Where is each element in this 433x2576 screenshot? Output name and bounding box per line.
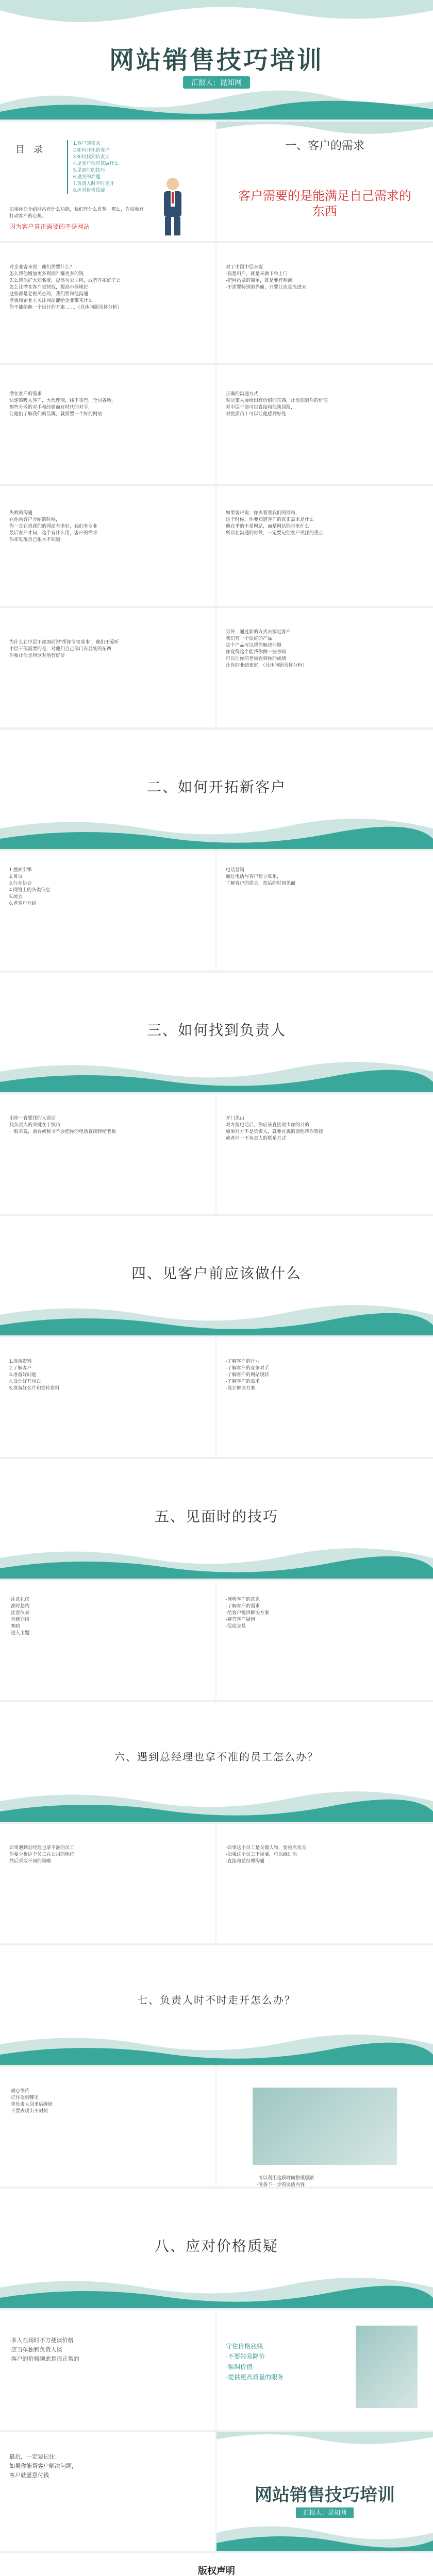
- content-text: ·倾听客户的意见 ·了解客户的需求 ·给客户提供解决方案 ·解答客户疑问 ·促成交易: [226, 1597, 269, 1629]
- content-text: 如果遇到总经理也拿不准的员工 你要分析这个员工在公司的地位 然后采取不同的策略: [9, 1845, 75, 1863]
- bottom-wave-decoration: [216, 2517, 433, 2553]
- toc-item[interactable]: 7.负责人时不时走开: [73, 181, 114, 186]
- content-left: [0, 365, 216, 486]
- content-text: 另外，通过新的方式去接近客户 我们有一个很好的产品 这个产品可以帮你解决问题 你觉得这个能帮你做一些事吗 可以让你的老板看到你的成绩 让你的业绩更好，（具体问题具体分析）: [226, 629, 307, 668]
- section1-red-text: 客户需要的是能满足自己需求的东西: [238, 189, 411, 218]
- content-left: [0, 608, 216, 730]
- bottom-wave-decoration: [0, 1056, 433, 1092]
- content-slide: [0, 1094, 433, 1216]
- copyright-title: 版权声明: [198, 2566, 235, 2576]
- content-slide: [0, 608, 433, 730]
- content-text: ·注意礼仪 ·准时赴约 ·注意仪表 ·自我介绍 ·寒暄 ·进入主题: [9, 1597, 29, 1635]
- end-text: 最后，一定要记住： 如果你能帮客户解决问题， 客户就愿意付钱: [9, 2454, 77, 2479]
- toc-slide: [0, 122, 433, 243]
- content-text: ·耐心等待 ·记住谈到哪里 ·等负责人回来后继续 ·不要表现出不耐烦: [9, 2088, 53, 2113]
- content-left: [0, 1337, 216, 1459]
- content-slide: [0, 2310, 433, 2432]
- section-slide: [0, 2189, 433, 2310]
- content-right: [216, 608, 433, 730]
- content-text: ·多人在场时不方便谈价格 ·应当单独和负责人谈 ·客户的价格顾虑是很正常的: [9, 2337, 79, 2362]
- section-heading: 四、见客户前应该做什么: [131, 1265, 302, 1281]
- end-left: [0, 2432, 216, 2553]
- content-left: [0, 851, 216, 973]
- section-slide: [0, 1459, 433, 1581]
- section-slide: [0, 1216, 433, 1337]
- content-text: ·可以利用这段时间整理思路 ·准备下一步的谈话内容: [257, 2175, 314, 2187]
- businessman-illustration: [155, 176, 191, 238]
- bottom-wave-decoration: [0, 1543, 433, 1579]
- content-right: [216, 243, 433, 365]
- content-text: 开门见山 对方接电话后，你应该直接说出你的目的 如果对方不是负责人，就要礼貌的请他帮你转接 或者问一下负责人的联系方式: [226, 1115, 324, 1141]
- section-slide: [0, 1702, 433, 1824]
- end-presenter: [216, 2508, 433, 2517]
- toc-item[interactable]: 5.见面时的技巧: [73, 167, 105, 173]
- content-right: [216, 2067, 433, 2189]
- cover-slide: [0, 0, 433, 122]
- section-heading: 三、如何找到负责人: [146, 1022, 286, 1038]
- section-slide: [0, 1945, 433, 2067]
- toc-panel: [0, 122, 216, 243]
- content-text: ·了解客户的行业 ·了解客户的竞争对手 ·了解客户的网站现状 ·了解客户的需求 ·设计解决方案: [226, 1359, 269, 1391]
- section1-heading: 一、客户的需求: [285, 139, 364, 152]
- bottom-wave-decoration: [0, 2272, 433, 2308]
- content-slide: [0, 851, 433, 973]
- toc-red-line: 因为客户真正需要的不是网站: [9, 223, 90, 230]
- content-right: [216, 851, 433, 973]
- content-slide: [0, 365, 433, 486]
- top-wave-decoration: [0, 0, 433, 31]
- toc-item[interactable]: 2.如何开拓新客户: [73, 147, 110, 152]
- toc-intro: 如果你只介绍网站有什么功能，我们有什么优势。那么，你很难有打动客户的心机。: [9, 207, 144, 218]
- content-text: 守住价格底线 ·不要轻易降价 ·强调价值 ·提供更高质量的服务: [226, 2343, 284, 2381]
- section-heading: 五、见面时的技巧: [154, 1509, 278, 1524]
- toc-item[interactable]: 4.见客户前应该做什么: [73, 161, 119, 166]
- content-slide: [0, 1337, 433, 1459]
- content-text: 电话营销 通过电话与客户建立联系， 了解客户的需求，然后约时间见面: [226, 867, 296, 886]
- content-slide: [0, 486, 433, 608]
- cover-title: 网站销售技巧培训: [109, 46, 324, 75]
- section-slide: [0, 730, 433, 851]
- section-heading: 七、负责人时不时走开怎么办？: [137, 1995, 296, 2006]
- bottom-wave-decoration: [0, 2029, 433, 2065]
- content-left: [0, 1824, 216, 1945]
- copyright-section: [0, 2553, 433, 2576]
- content-right: [216, 2310, 433, 2432]
- content-left: [0, 1581, 216, 1702]
- end-title: 网站销售技巧培训: [255, 2485, 395, 2505]
- presenter-label: 汇报人：昆知网: [183, 76, 250, 89]
- toc-item[interactable]: 1.客户的需求: [73, 141, 101, 146]
- content-slide: [0, 1581, 433, 1702]
- content-text: 1.搜索引擎 2.黄页 3.行业协会 4.网络上的各类信息 5.展会 6.老客户介绍: [9, 867, 51, 906]
- content-right: [216, 1581, 433, 1702]
- toc-item[interactable]: 3.如何找到负责人: [73, 154, 110, 159]
- section-slide: [0, 973, 433, 1094]
- content-text: 用你一直要找的人说话 找负责人的关键在于技巧 一般来说，前台或秘书不会把你的电话直接转给老板: [9, 1115, 116, 1134]
- content-text: 对于中国中层来说 ·我想用户，就是来做下单上门 ·把网站做的简单，就是要有利润 ·不需要特别的界面，只要让流量流进来: [226, 264, 306, 290]
- bottom-wave-decoration: [0, 83, 433, 120]
- content-left: [0, 243, 216, 365]
- content-right: [216, 1337, 433, 1459]
- businessman-photo: [356, 2326, 418, 2408]
- section-heading: 八、应对价格质疑: [154, 2238, 278, 2254]
- content-left: [0, 1094, 216, 1216]
- content-left: [0, 2310, 216, 2432]
- toc-title: 目 录: [15, 144, 46, 155]
- content-text: 1.准备资料 2.了解客户 3.准备好问题 4.设计好开场白 5.准备好名片和宣传资料: [9, 1359, 60, 1391]
- content-slide: [0, 243, 433, 365]
- top-wave-decoration: [216, 2432, 433, 2452]
- content-right: [216, 365, 433, 486]
- bottom-wave-decoration: [0, 1786, 433, 1822]
- content-slide: [0, 1824, 433, 1945]
- content-text: 正确的沟通方式 对决策人要给出有价值的东西，让他知道你的价值 对中层干部可以直接和他谈回报， 对优质员工可以让他感到好处: [226, 391, 328, 416]
- content-left: [0, 2067, 216, 2189]
- content-text: 潜在客户的需求 快速的吸入客户，大代理商，线下零售，全国各地， 那些分散的对手和经销商有时代的对手， 让他们了解我们的品牌，就需要一个好的网站: [9, 391, 116, 416]
- section1-panel: [216, 122, 433, 243]
- content-text: 为什么在中层干部面前说“帮你节省成本”，他们不爱听 中层干部需要的是，对他们自己部门有益处的东西 你要让他觉得这对他有好处: [9, 639, 119, 658]
- content-slide: [0, 2067, 433, 2189]
- section-heading: 二、如何开拓新客户: [146, 779, 286, 795]
- end-right: [216, 2432, 433, 2553]
- toc-list: [67, 140, 119, 194]
- content-right: [216, 1824, 433, 1945]
- meeting-photo: [253, 2088, 397, 2165]
- content-text: 失败的沟通 在你向客户介绍的时候， 你一直在说我们的网站有多好，我们多专业 最后客户才问，这个有什么用，客户的需求 你却发现自己根本不知道: [9, 510, 98, 542]
- bottom-wave-decoration: [0, 1299, 433, 1335]
- content-text: 对企业客来说，他们需要什么？ 怎么帮他增加更多利润？赚更多的钱 怎么帮他扩大知名度，提高与公司同，或者开拓好了公 怎么让潜在客户更快找，提高市场地位 这些都是老板关心的，我们要和他沟通 老板和企业主关注网站能给企业带来什么 你不能给他一个设计的方案 ……（具体问题具体分析）: [9, 264, 122, 310]
- toc-item[interactable]: 8.应对价格质疑: [73, 188, 105, 193]
- end-slide: [0, 2432, 433, 2553]
- section-heading: 六、遇到总经理也拿不准的员工怎么办？: [114, 1752, 319, 1763]
- content-text: ·如果这个员工是关键人物，要重点攻关 ·如果这个员工不重要，可以绕过他 ·直接和总经理沟通: [226, 1845, 306, 1863]
- presenter-label: 汇报人：昆知网: [296, 2507, 354, 2518]
- content-right: [216, 1094, 433, 1216]
- bottom-wave-decoration: [0, 813, 433, 849]
- content-left: [0, 486, 216, 608]
- content-text: 如果客户说：你去看看我们的网站， 这个时候，你要知道客户的真正需求是什么 他在乎的不是网站，而是网站能带来什么 所以在沟通的时候，一定要记住客户关注的重点: [226, 510, 324, 535]
- content-right: [216, 486, 433, 608]
- toc-item[interactable]: 6.遇到的难题: [73, 174, 101, 179]
